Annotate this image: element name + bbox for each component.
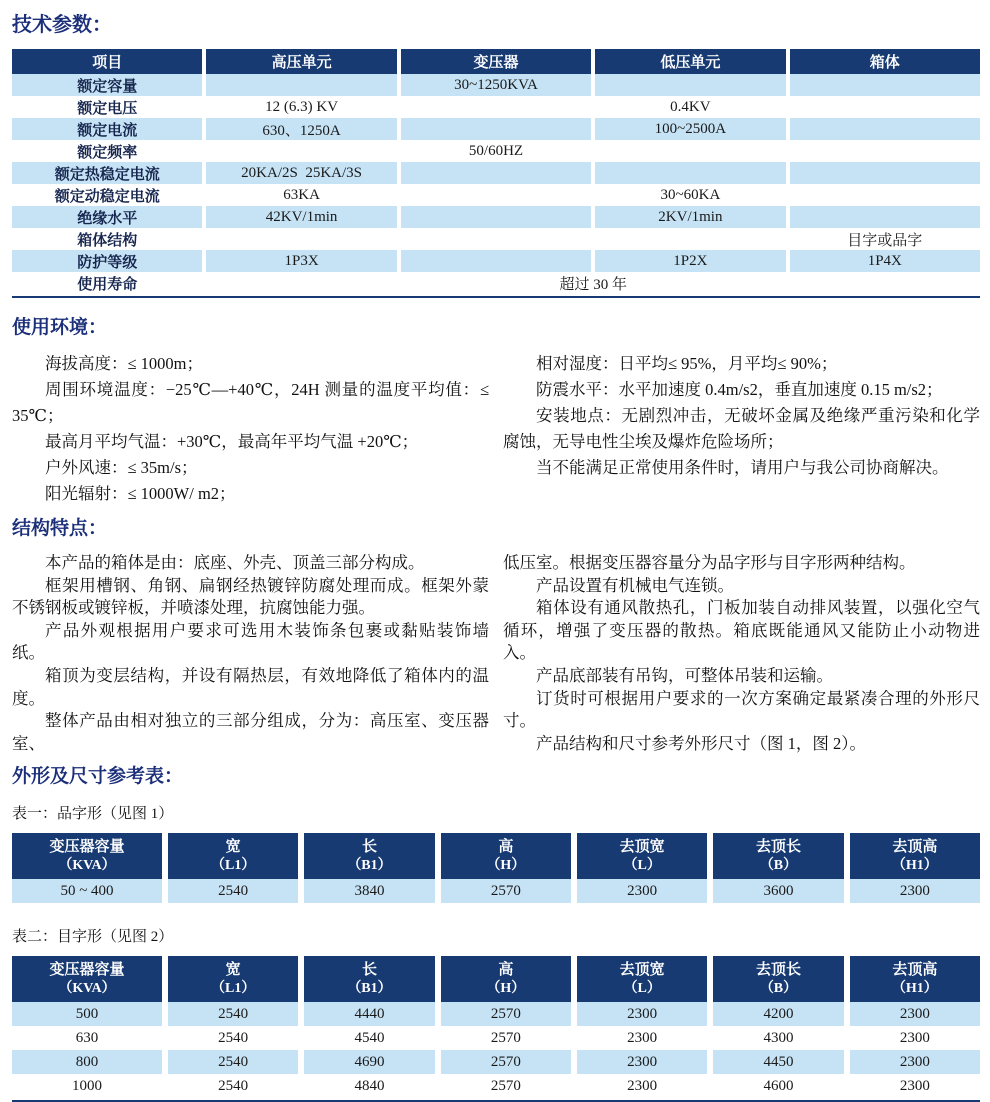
dim-header-name: 去顶长: [755, 961, 801, 978]
env-paragraph: 海拔高度：≤ 1000m；: [45, 354, 204, 373]
structure-paragraph: 整体产品由相对独立的三部分组成，分为：高压室、变压器室、: [12, 711, 489, 753]
dim-header-sub: （B）: [759, 981, 798, 996]
dim-table-header-row: [12, 833, 980, 879]
cell-value: 4840: [354, 1077, 385, 1094]
cell-value: 2300: [627, 1029, 658, 1046]
structure-paragraph: 产品底部装有吊钩，可整体吊装和运输。: [536, 665, 833, 685]
table-row: [12, 1002, 980, 1026]
cell-value: 目字或品字: [847, 232, 923, 249]
structure-paragraph: 箱体设有通风散热孔，门板加装自动排风装置，以强化空气循环，增强了变压器的散热。箱底既能通风又能防止小动物进入。: [503, 598, 980, 663]
dim-header-sub: （B1）: [347, 858, 392, 873]
row-label: 绝缘水平: [12, 206, 202, 228]
table-row: [12, 250, 980, 272]
dim-header-height: [441, 956, 571, 1002]
cell-value: 50 ~ 400: [12, 879, 162, 903]
tech-table-header-row: [12, 49, 980, 74]
cell-value: 30~1250KVA: [401, 74, 591, 96]
table-row: [12, 1026, 980, 1050]
row-label: 防护等级: [12, 250, 202, 272]
section-heading-environment: 使用环境：: [12, 317, 108, 338]
dim-header-length: [304, 956, 434, 1002]
cell-value: [401, 162, 591, 184]
cell-value: 12 (6.3) KV: [265, 98, 339, 115]
dim-header-name: 变压器容量: [49, 961, 125, 978]
table-row: [12, 1074, 980, 1098]
dim-header-length: [304, 833, 434, 879]
cell-value: 2300: [577, 1002, 707, 1026]
dim-header-name: 变压器容量: [49, 838, 125, 855]
tech-header-hv-unit: 高压单元: [206, 49, 396, 74]
environment-columns: [12, 351, 980, 507]
cell-value: 1000: [72, 1077, 102, 1094]
cell-value: 4540: [354, 1029, 385, 1046]
dim-header-height: [441, 833, 571, 879]
cell-value: 20KA/2S 25KA/3S: [206, 162, 396, 184]
cell-value: [790, 206, 980, 228]
tech-header-enclosure: 箱体: [790, 49, 980, 74]
dim-header-sub: （L1）: [210, 858, 256, 873]
dim-header-sub: （B）: [759, 858, 798, 873]
table-row: [12, 74, 980, 96]
cell-value: 4450: [713, 1050, 843, 1074]
dim-header-sub: （H1）: [891, 981, 938, 996]
dim-header-width: [168, 833, 298, 879]
dim-header-name: 去顶长: [755, 838, 801, 855]
cell-value: 42KV/1min: [206, 206, 396, 228]
cell-value: 2300: [577, 879, 707, 903]
cell-value: [595, 74, 785, 96]
cell-value: 2300: [850, 1002, 980, 1026]
structure-paragraph: 框架用槽钢、角钢、扁钢经热镀锌防腐处理而成。框架外蒙不锈钢板或镀锌板，并喷漆处理，抗腐蚀能力强。: [12, 575, 489, 618]
structure-left-column: [12, 552, 489, 755]
tech-header-transformer: 变压器: [401, 49, 591, 74]
cell-value: [401, 184, 591, 206]
row-label: 额定频率: [77, 144, 138, 161]
table-row: [12, 228, 980, 250]
cell-value: [401, 228, 591, 250]
cell-value-span: 超过 30 年: [559, 276, 627, 293]
dim-header-width: [168, 956, 298, 1002]
cell-value: 2570: [441, 1050, 571, 1074]
env-paragraph: 户外风速：≤ 35m/s；: [45, 458, 198, 477]
cell-value: 2570: [441, 879, 571, 903]
dim-header-topless-length: [713, 833, 843, 879]
dim-header-name: 宽: [225, 838, 241, 855]
environment-left-column: [12, 351, 489, 507]
tech-header-lv-unit: 低压单元: [595, 49, 785, 74]
dim-table-mu-shape: [12, 956, 980, 1102]
env-paragraph: 最高月平均气温：+30℃，最高年平均气温 +20℃；: [45, 432, 419, 451]
cell-value: 1P4X: [790, 250, 980, 272]
cell-value: [401, 250, 591, 272]
row-label: 额定动稳定电流: [54, 188, 160, 205]
structure-paragraph: 箱顶为变层结构，并设有隔热层，有效地降低了箱体内的温度。: [12, 665, 489, 708]
cell-value: 30~60KA: [660, 186, 721, 203]
dim-header-sub: （L）: [623, 981, 661, 996]
dim-header-topless-height: [850, 833, 980, 879]
table-row: [12, 118, 980, 140]
section-heading-structure: 结构特点：: [12, 518, 108, 539]
dim-header-sub: （H1）: [891, 858, 938, 873]
cell-value: 2570: [490, 1077, 521, 1094]
tech-params-table: [12, 49, 980, 298]
cell-value: 1P2X: [595, 250, 785, 272]
env-paragraph: 安装地点：无剧烈冲击，无破坏金属及绝缘严重污染和化学腐蚀，无导电性尘埃及爆炸危险场所；: [503, 406, 980, 451]
cell-value: 4200: [713, 1002, 843, 1026]
structure-columns: [12, 552, 980, 755]
row-label: 额定电压: [77, 100, 138, 117]
dim-header-capacity: [12, 956, 162, 1002]
env-paragraph: 阳光辐射：≤ 1000W/ m2；: [45, 484, 236, 503]
structure-right-column: [503, 552, 980, 755]
table-row: [12, 140, 980, 162]
structure-paragraph: 低压室。根据变压器容量分为品字形与目字形两种结构。: [503, 553, 916, 572]
env-paragraph: 防震水平：水平加速度 0.4m/s2，垂直加速度 0.15 m/s2；: [536, 380, 943, 399]
dim-header-sub: （B1）: [347, 981, 392, 996]
dim-header-sub: （H）: [486, 858, 526, 873]
table-row: [12, 184, 980, 206]
cell-value: 2KV/1min: [595, 206, 785, 228]
table-row: [12, 879, 980, 903]
cell-value: 2300: [627, 1077, 658, 1094]
cell-value: 2540: [168, 879, 298, 903]
dim-table2-caption: 表二：目字形（见图 2）: [12, 929, 174, 946]
cell-value: 100~2500A: [595, 118, 785, 140]
dim-header-name: 去顶高: [892, 838, 938, 855]
dim-header-name: 长: [361, 838, 377, 855]
dim-header-topless-height: [850, 956, 980, 1002]
cell-value: 2300: [577, 1050, 707, 1074]
cell-value: 630、1250A: [206, 118, 396, 140]
cell-value: 3600: [713, 879, 843, 903]
cell-value: 4300: [763, 1029, 794, 1046]
tech-header-item: 项目: [12, 49, 202, 74]
cell-value: 630: [75, 1029, 99, 1046]
cell-value: 63KA: [283, 186, 320, 203]
cell-value: [595, 228, 785, 250]
table-row: [12, 162, 980, 184]
dim-header-topless-length: [713, 956, 843, 1002]
cell-value: 2300: [899, 1029, 930, 1046]
dim-header-sub: （H）: [486, 981, 526, 996]
cell-value: [595, 140, 785, 162]
dim-header-sub: （L）: [623, 858, 661, 873]
env-paragraph: 相对湿度：日平均≤ 95%，月平均≤ 90%；: [536, 354, 838, 373]
cell-value: [401, 118, 591, 140]
cell-value: 50/60HZ: [468, 142, 524, 159]
cell-value: [790, 118, 980, 140]
cell-value: 4600: [763, 1077, 794, 1094]
dim-header-name: 高: [498, 961, 514, 978]
cell-value: 4440: [304, 1002, 434, 1026]
cell-value: 2570: [441, 1002, 571, 1026]
cell-value: 2300: [899, 1077, 930, 1094]
cell-value: 2540: [218, 1029, 249, 1046]
cell-value: 2540: [218, 1077, 249, 1094]
structure-paragraph: 产品设置有机械电气连锁。: [536, 575, 734, 595]
cell-value: 500: [12, 1002, 162, 1026]
cell-value: [790, 74, 980, 96]
env-paragraph: 周围环境温度：−25℃—+40℃，24H 测量的温度平均值：≤ 35℃；: [12, 380, 489, 425]
table-row: [12, 96, 980, 118]
cell-value: [401, 206, 591, 228]
environment-right-column: [503, 351, 980, 507]
cell-value: [790, 140, 980, 162]
section-heading-dimensions: 外形及尺寸参考表：: [12, 766, 184, 788]
cell-value: 3840: [304, 879, 434, 903]
cell-value: 2300: [850, 1050, 980, 1074]
cell-value: [206, 228, 396, 250]
dim-header-topless-width: [577, 833, 707, 879]
dim-table1-caption: 表一：品字形（见图 1）: [12, 806, 174, 823]
row-label: 箱体结构: [77, 232, 138, 249]
cell-value: [401, 96, 591, 118]
row-label: 额定热稳定电流: [12, 162, 202, 184]
table-row: [12, 1050, 980, 1074]
cell-value: 2300: [850, 879, 980, 903]
section-heading-tech-params: 技术参数：: [12, 14, 112, 36]
structure-paragraph: 订货时可根据用户要求的一次方案确定最紧凑合理的外形尺寸。: [503, 688, 980, 731]
row-label: 额定容量: [12, 74, 202, 96]
dim-header-name: 去顶宽: [619, 838, 665, 855]
cell-value: 2540: [168, 1050, 298, 1074]
cell-value: [790, 162, 980, 184]
structure-paragraph: 本产品的箱体是由：底座、外壳、顶盖三部分构成。: [45, 553, 425, 572]
dim-header-name: 长: [361, 961, 377, 978]
dim-header-topless-width: [577, 956, 707, 1002]
dim-table-header-row: [12, 956, 980, 1002]
env-paragraph: 当不能满足正常使用条件时，请用户与我公司协商解决。: [536, 458, 949, 477]
dim-header-sub: （L1）: [210, 981, 256, 996]
row-label: 额定电流: [12, 118, 202, 140]
dim-header-name: 去顶高: [892, 961, 938, 978]
cell-value: [206, 74, 396, 96]
table-row: [12, 206, 980, 228]
cell-value: 1P3X: [206, 250, 396, 272]
structure-paragraph: 产品外观根据用户要求可选用木装饰条包裹或黏贴装饰墙纸。: [12, 620, 489, 663]
dim-header-name: 去顶宽: [619, 961, 665, 978]
cell-value: 2570: [490, 1029, 521, 1046]
table-row: [12, 272, 980, 294]
cell-value: 2540: [168, 1002, 298, 1026]
dim-header-sub: （KVA）: [58, 981, 116, 996]
cell-value: [595, 162, 785, 184]
structure-paragraph: 产品结构和尺寸参考外形尺寸（图 1，图 2）。: [536, 733, 866, 753]
dim-header-name: 宽: [225, 961, 241, 978]
dim-header-name: 高: [498, 838, 514, 855]
cell-value: 0.4KV: [670, 98, 711, 115]
dim-header-sub: （KVA）: [58, 858, 116, 873]
row-label: 使用寿命: [77, 276, 138, 293]
cell-value: 4690: [304, 1050, 434, 1074]
dim-header-capacity: [12, 833, 162, 879]
dim-table-pin-shape: [12, 833, 980, 903]
cell-value: [790, 96, 980, 118]
cell-value: [206, 140, 396, 162]
cell-value: [790, 184, 980, 206]
cell-value: 800: [12, 1050, 162, 1074]
